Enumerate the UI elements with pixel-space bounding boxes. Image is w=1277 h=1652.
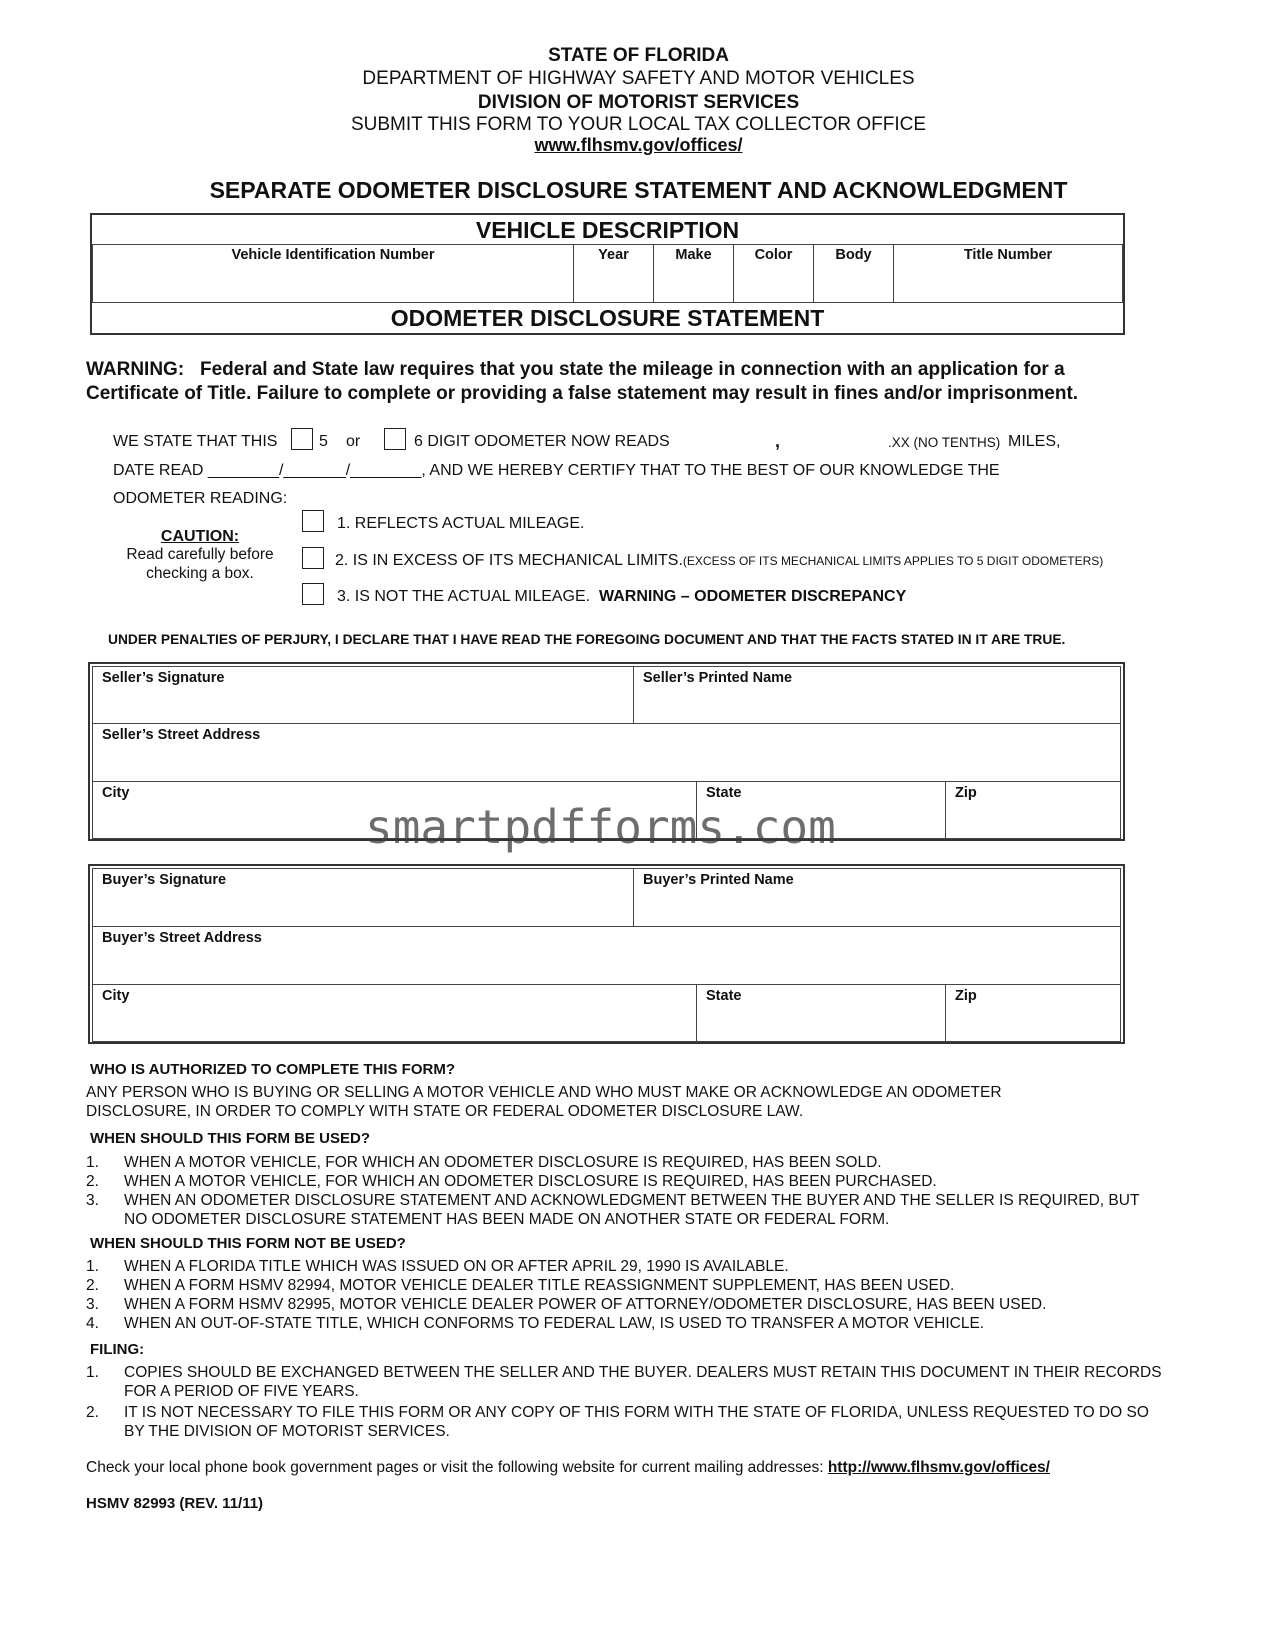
caution-title: CAUTION: <box>160 528 240 545</box>
title-number-label: Title Number <box>963 247 1053 263</box>
form-number: HSMV 82993 (REV. 11/11) <box>86 1495 264 1512</box>
perjury-statement: UNDER PENALTIES OF PERJURY, I DECLARE THAT I HAVE READ THE FOREGOING DOCUMENT AND THAT THE FACTS STATED IN IT ARE TRUE. <box>108 632 1066 647</box>
buyer-printed-name-field[interactable] <box>633 868 1121 927</box>
seller-city-label: City <box>102 785 130 801</box>
buyer-signature-label: Buyer’s Signature <box>102 872 227 888</box>
seller-street-label: Seller’s Street Address <box>102 727 261 743</box>
list-item: 1. WHEN A MOTOR VEHICLE, FOR WHICH AN ODOMETER DISCLOSURE IS REQUIRED, HAS BEEN SOLD. <box>86 1154 882 1171</box>
buyer-state-field[interactable] <box>696 984 946 1042</box>
buyer-city-label: City <box>102 988 130 1004</box>
odometer-discrepancy-warning: WARNING – ODOMETER DISCREPANCY <box>599 588 907 605</box>
header-link[interactable]: www.flhsmv.gov/offices/ <box>534 135 743 155</box>
vin-cell[interactable] <box>92 244 574 303</box>
vehicle-description-box <box>90 213 1125 335</box>
when-used-heading: WHEN SHOULD THIS FORM BE USED? <box>90 1130 370 1147</box>
six-digit-checkbox[interactable] <box>384 428 406 450</box>
list-item: 3. WHEN A FORM HSMV 82995, MOTOR VEHICLE DEALER POWER OF ATTORNEY/ODOMETER DISCLOSURE, HAS BEEN USED. <box>86 1296 1047 1313</box>
color-label: Color <box>754 247 793 263</box>
list-item: 4. WHEN AN OUT-OF-STATE TITLE, WHICH CONFORMS TO FEDERAL LAW, IS USED TO TRANSFER A MOTOR VEHICLE. <box>86 1315 985 1332</box>
who-heading: WHO IS AUTHORIZED TO COMPLETE THIS FORM? <box>90 1061 455 1078</box>
buyer-box <box>88 864 1125 1044</box>
odometer-section-title: ODOMETER DISCLOSURE STATEMENT <box>390 305 825 331</box>
header-state: STATE OF FLORIDA <box>548 45 729 66</box>
buyer-city-field[interactable] <box>92 984 697 1042</box>
filing-list <box>86 1363 1166 1441</box>
we-state-label: WE STATE THAT THIS <box>113 433 278 450</box>
header-division: DIVISION OF MOTORIST SERVICES <box>477 92 800 113</box>
header-department: DEPARTMENT OF HIGHWAY SAFETY AND MOTOR VEHICLES <box>362 68 915 89</box>
excess-limits-checkbox[interactable] <box>302 547 324 569</box>
footer-check-text: Check your local phone book government pages or visit the following website for current mailing addresses: <box>86 1459 824 1476</box>
list-item: 2. WHEN A MOTOR VEHICLE, FOR WHICH AN ODOMETER DISCLOSURE IS REQUIRED, HAS BEEN PURCHASED. <box>86 1173 937 1190</box>
date-read-line[interactable]: DATE READ ________/_______/________, AND WE HEREBY CERTIFY THAT TO THE BEST OF OUR KNOWLEDGE THE <box>113 462 1000 479</box>
seller-printed-name-label: Seller’s Printed Name <box>643 670 793 686</box>
seller-street-field[interactable] <box>92 723 1121 782</box>
option2-text: 2. IS IN EXCESS OF ITS MECHANICAL LIMITS. <box>335 552 683 569</box>
vin-label: Vehicle Identification Number <box>231 247 435 263</box>
body-label: Body <box>835 247 872 263</box>
option3-label <box>337 588 906 606</box>
five-label: 5 <box>319 433 328 450</box>
buyer-signature-field[interactable] <box>92 868 634 927</box>
body-cell[interactable] <box>813 244 894 303</box>
color-cell[interactable] <box>733 244 814 303</box>
no-tenths-label: .XX (NO TENTHS) <box>888 435 1001 450</box>
mileage-comma: , <box>775 431 781 451</box>
seller-state-label: State <box>706 785 742 801</box>
seller-printed-name-field[interactable] <box>633 666 1121 724</box>
buyer-street-field[interactable] <box>92 926 1121 985</box>
odometer-reading-label: ODOMETER READING: <box>113 490 288 507</box>
watermark: smartpdfforms.com <box>365 800 836 854</box>
list-item: 1. COPIES SHOULD BE EXCHANGED BETWEEN THE SELLER AND THE BUYER. DEALERS MUST RETAIN THIS DOCUMENT IN THEIR RECORDS FOR A PERIOD OF FIVE YEARS. <box>86 1364 1162 1400</box>
list-item: 3. WHEN AN ODOMETER DISCLOSURE STATEMENT AND ACKNOWLEDGMENT BETWEEN THE BUYER AND THE SELLER IS REQUIRED, BUT NO ODOMETER DISCLOSURE STATEMENT HAS BEEN MADE ON ANOTHER STATE OR FEDERAL FORM. <box>86 1192 1140 1228</box>
miles-label: MILES, <box>1008 433 1061 450</box>
year-cell[interactable] <box>573 244 654 303</box>
or-label: or <box>346 433 361 450</box>
title-number-cell[interactable] <box>893 244 1123 303</box>
caution-line2: checking a box. <box>146 565 254 582</box>
vehicle-description-title: VEHICLE DESCRIPTION <box>475 217 740 243</box>
who-line1: ANY PERSON WHO IS BUYING OR SELLING A MOTOR VEHICLE AND WHO MUST MAKE OR ACKNOWLEDGE AN ODOMETER <box>86 1084 1002 1101</box>
list-item: 2. WHEN A FORM HSMV 82994, MOTOR VEHICLE DEALER TITLE REASSIGNMENT SUPPLEMENT, HAS BEEN USED. <box>86 1277 955 1294</box>
buyer-zip-label: Zip <box>955 988 977 1004</box>
who-line2: DISCLOSURE, IN ORDER TO COMPLY WITH STATE OR FEDERAL ODOMETER DISCLOSURE LAW. <box>86 1103 804 1120</box>
when-not-used-list <box>86 1257 1196 1333</box>
when-used-list <box>86 1153 1196 1229</box>
seller-signature-field[interactable] <box>92 666 634 724</box>
buyer-zip-field[interactable] <box>945 984 1121 1042</box>
make-label: Make <box>675 247 712 263</box>
buyer-printed-name-label: Buyer’s Printed Name <box>643 872 794 888</box>
six-digit-reads-label: 6 DIGIT ODOMETER NOW READS <box>414 433 670 450</box>
option2-label <box>335 552 1103 570</box>
header-submit: SUBMIT THIS FORM TO YOUR LOCAL TAX COLLECTOR OFFICE <box>350 114 927 135</box>
option1-label: 1. REFLECTS ACTUAL MILEAGE. <box>337 515 585 532</box>
when-not-used-heading: WHEN SHOULD THIS FORM NOT BE USED? <box>90 1235 406 1252</box>
list-item: 2. IT IS NOT NECESSARY TO FILE THIS FORM OR ANY COPY OF THIS FORM WITH THE STATE OF FLORIDA, UNLESS REQUESTED TO DO SO BY THE DIVISION OF MOTORIST SERVICES. <box>86 1404 1149 1440</box>
seller-zip-label: Zip <box>955 785 977 801</box>
filing-heading: FILING: <box>90 1341 145 1358</box>
make-cell[interactable] <box>653 244 734 303</box>
caution-line1: Read carefully before <box>126 546 274 563</box>
seller-signature-label: Seller’s Signature <box>102 670 225 686</box>
reflects-actual-checkbox[interactable] <box>302 510 324 532</box>
form-title: SEPARATE ODOMETER DISCLOSURE STATEMENT AND ACKNOWLEDGMENT <box>209 177 1068 203</box>
warning-line2: Certificate of Title. Failure to complete or providing a false statement may result in fines and/or imprisonment. <box>86 383 1079 404</box>
list-item: 1. WHEN A FLORIDA TITLE WHICH WAS ISSUED ON OR AFTER APRIL 29, 1990 IS AVAILABLE. <box>86 1258 789 1275</box>
seller-zip-field[interactable] <box>945 781 1121 839</box>
footer-offices-link[interactable]: http://www.flhsmv.gov/offices/ <box>827 1459 1050 1476</box>
option3-text: 3. IS NOT THE ACTUAL MILEAGE. <box>337 588 591 605</box>
option2-note: (EXCESS OF ITS MECHANICAL LIMITS APPLIES TO 5 DIGIT ODOMETERS) <box>682 554 1104 568</box>
not-actual-checkbox[interactable] <box>302 583 324 605</box>
buyer-state-label: State <box>706 988 742 1004</box>
five-digit-checkbox[interactable] <box>291 428 313 450</box>
buyer-street-label: Buyer’s Street Address <box>102 930 262 946</box>
year-label: Year <box>598 247 629 263</box>
footer-check-line <box>86 1459 1050 1477</box>
warning-line1: WARNING: Federal and State law requires that you state the mileage in connection with an application for a <box>86 359 1065 380</box>
who-text <box>86 1083 1002 1121</box>
